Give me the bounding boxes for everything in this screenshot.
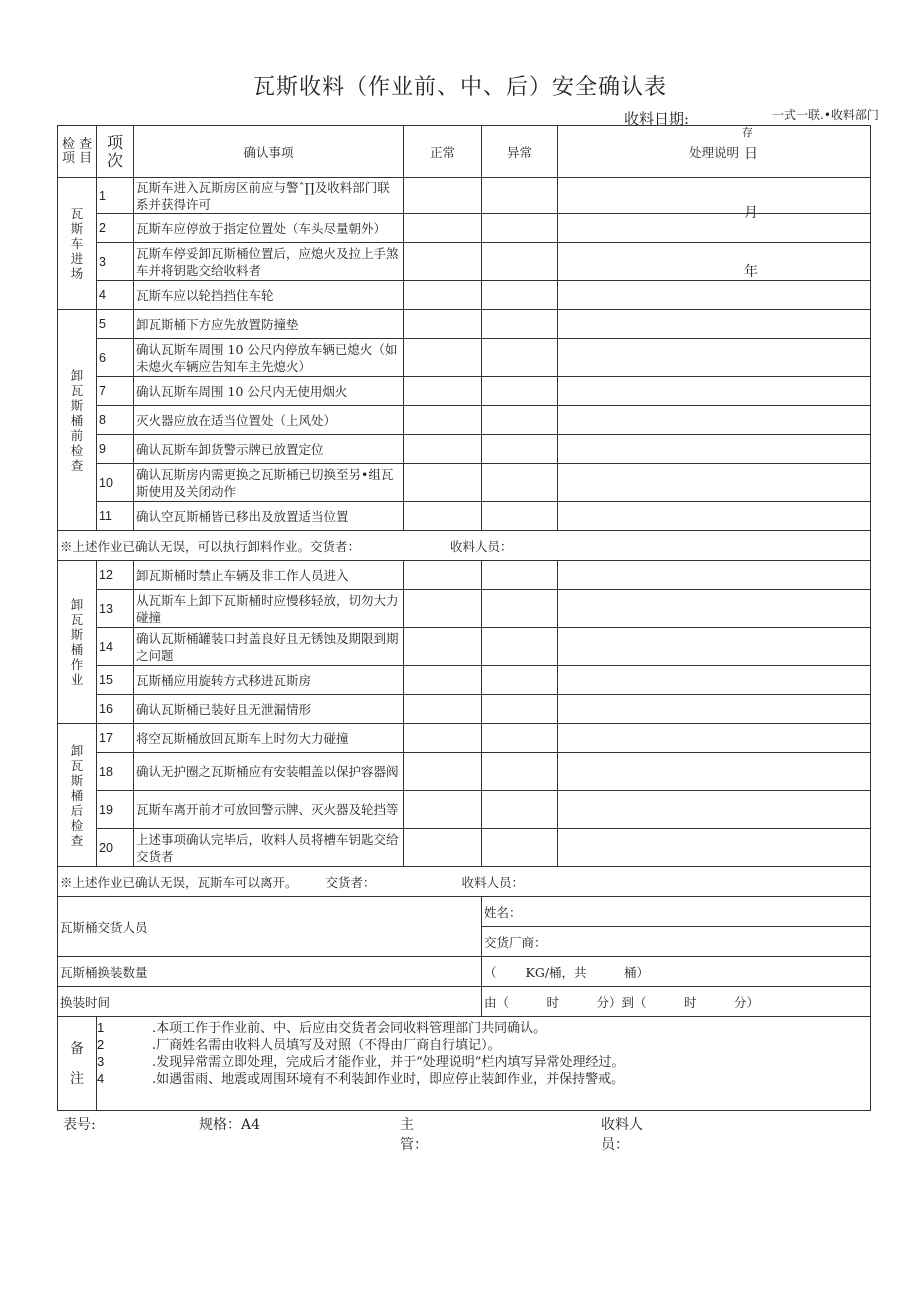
table-row <box>58 666 871 695</box>
item-text: 灭火器应放在适当位置处（上风处） <box>134 406 404 435</box>
item-no: 8 <box>97 406 134 435</box>
leave-confirm-note: ※上述作业已确认无误，瓦斯车可以离开。 交货者： 收料人员： <box>58 867 871 897</box>
item-text: 确认空瓦斯桶皆已移出及放置适当位置 <box>134 502 404 531</box>
normal-cell[interactable] <box>404 464 482 502</box>
group-label: 卸瓦斯桶后检查 <box>70 742 84 848</box>
remark-item: 2 .厂商姓名需由收料人员填写及对照（不得由厂商自行填记）。 <box>97 1037 501 1053</box>
item-text: 上述事项确认完毕后，收料人员将槽车钥匙交给交货者 <box>134 829 404 867</box>
abnormal-cell[interactable] <box>482 406 558 435</box>
remarks-cell[interactable] <box>558 435 871 464</box>
item-no: 4 <box>97 281 134 310</box>
abnormal-cell[interactable] <box>482 464 558 502</box>
normal-cell[interactable] <box>404 377 482 406</box>
remark-item: 3 .发现异常需立即处理，完成后才能作业，并于“处理说明”栏内填写异常处理经过。 <box>97 1054 625 1070</box>
item-text: 确认瓦斯车周围 10 公尺内无使用烟火 <box>134 377 404 406</box>
remarks-cell[interactable] <box>558 695 871 724</box>
item-text: 卸瓦斯桶下方应先放置防撞垫 <box>134 310 404 339</box>
abnormal-cell[interactable] <box>482 753 558 791</box>
remarks-cell[interactable] <box>558 464 871 502</box>
table-row <box>58 435 871 464</box>
remarks-cell[interactable] <box>558 666 871 695</box>
item-no: 18 <box>97 753 134 791</box>
date-label: 收料日期: <box>624 110 690 128</box>
normal-cell[interactable] <box>404 561 482 590</box>
normal-cell[interactable] <box>404 724 482 753</box>
normal-cell[interactable] <box>404 310 482 339</box>
table-row <box>58 339 871 377</box>
table-row <box>58 695 871 724</box>
remarks-cell[interactable] <box>558 339 871 377</box>
abnormal-cell[interactable] <box>482 502 558 531</box>
item-no: 10 <box>97 464 134 502</box>
normal-cell[interactable] <box>404 435 482 464</box>
item-no: 5 <box>97 310 134 339</box>
remarks-cell[interactable] <box>558 406 871 435</box>
abnormal-cell[interactable] <box>482 561 558 590</box>
confirmation-note-row <box>58 531 871 561</box>
table-row <box>58 406 871 435</box>
remarks-cell[interactable] <box>558 178 871 214</box>
corner-char-yue: 月 <box>744 205 758 221</box>
item-text: 瓦斯车应以轮挡挡住车轮 <box>134 281 404 310</box>
normal-cell[interactable] <box>404 243 482 281</box>
remarks-cell[interactable] <box>558 590 871 628</box>
abnormal-cell[interactable] <box>482 829 558 867</box>
quantity-field[interactable]: （ KG/桶，共 桶） <box>482 957 871 987</box>
normal-cell[interactable] <box>404 214 482 243</box>
delivery-person-row <box>58 897 871 927</box>
item-no: 12 <box>97 561 134 590</box>
abnormal-cell[interactable] <box>482 791 558 829</box>
normal-cell[interactable] <box>404 178 482 214</box>
header-confirm-item: 确认事项 <box>134 126 404 178</box>
table-row <box>58 753 871 791</box>
item-text: 确认无护圈之瓦斯桶应有安装帽盖以保护容器阀 <box>134 753 404 791</box>
receiver-label: 收料人 员： <box>601 1117 643 1153</box>
header-normal: 正常 <box>404 126 482 178</box>
remarks-cell[interactable] <box>558 791 871 829</box>
item-no: 9 <box>97 435 134 464</box>
item-no: 3 <box>97 243 134 281</box>
normal-cell[interactable] <box>404 753 482 791</box>
abnormal-cell[interactable] <box>482 310 558 339</box>
form-number-label: 表号: <box>63 1117 96 1133</box>
abnormal-cell[interactable] <box>482 435 558 464</box>
remarks-cell[interactable] <box>558 281 871 310</box>
abnormal-cell[interactable] <box>482 377 558 406</box>
quantity-label: 瓦斯桶换装数量 <box>58 957 482 987</box>
item-no: 6 <box>97 339 134 377</box>
copy-note: 一式一联.•收料部门 <box>772 108 879 122</box>
remarks-cell[interactable] <box>558 502 871 531</box>
normal-cell[interactable] <box>404 406 482 435</box>
remarks-cell[interactable] <box>558 724 871 753</box>
item-text: 将空瓦斯桶放回瓦斯车上时勿大力碰撞 <box>134 724 404 753</box>
item-text: 瓦斯车离开前才可放回警示牌、灭火器及轮挡等 <box>134 791 404 829</box>
table-row <box>58 561 871 590</box>
item-no: 19 <box>97 791 134 829</box>
abnormal-cell[interactable] <box>482 724 558 753</box>
normal-cell[interactable] <box>404 791 482 829</box>
page-title: 瓦斯收料（作业前、中、后）安全确认表 <box>252 75 667 100</box>
spec-label: 规格：A4 <box>199 1117 261 1133</box>
remarks-cell[interactable] <box>558 628 871 666</box>
item-no: 17 <box>97 724 134 753</box>
header-remarks: 处理说明 <box>558 126 871 178</box>
group-pre-unload-check <box>58 310 97 531</box>
normal-cell[interactable] <box>404 829 482 867</box>
corner-char-ri: 日 <box>744 146 758 162</box>
abnormal-cell[interactable] <box>482 628 558 666</box>
item-no: 7 <box>97 377 134 406</box>
quantity-row <box>58 957 871 987</box>
table-row <box>58 464 871 502</box>
header-check-item: 检 查 项 目 <box>58 126 97 178</box>
item-text: 瓦斯桶应用旋转方式移进瓦斯房 <box>134 666 404 695</box>
item-text: 瓦斯车进入瓦斯房区前应与警ˆ∏及收料部门联系并获得许可 <box>134 178 404 214</box>
table-row <box>58 724 871 753</box>
table-row <box>58 791 871 829</box>
table-row <box>58 590 871 628</box>
item-no: 15 <box>97 666 134 695</box>
time-row <box>58 987 871 1017</box>
table-row <box>58 377 871 406</box>
group-truck-entry <box>58 178 97 310</box>
item-no: 1 <box>97 178 134 214</box>
item-no: 2 <box>97 214 134 243</box>
table-row <box>58 829 871 867</box>
group-label: 瓦斯车进场 <box>70 206 84 281</box>
abnormal-cell[interactable] <box>482 178 558 214</box>
abnormal-cell[interactable] <box>482 666 558 695</box>
remark-item: 1 .本项工作于作业前、中、后应由交货者会同收料管理部门共同确认。 <box>97 1020 547 1036</box>
abnormal-cell[interactable] <box>482 281 558 310</box>
group-post-unload-check <box>58 724 97 867</box>
item-text: 确认瓦斯车周围 10 公尺内停放车辆已熄火（如未熄火车辆应告知车主先熄火） <box>134 339 404 377</box>
item-text: 确认瓦斯房内需更换之瓦斯桶已切换至另•组瓦斯使用及关闭动作 <box>134 464 404 502</box>
item-no: 11 <box>97 502 134 531</box>
table-row <box>58 628 871 666</box>
normal-cell[interactable] <box>404 695 482 724</box>
unload-confirm-note: ※上述作业已确认无误，可以执行卸料作业。交货者： 收料人员： <box>58 531 871 561</box>
abnormal-cell[interactable] <box>482 590 558 628</box>
table-row <box>58 310 871 339</box>
remarks-row <box>58 1017 871 1111</box>
normal-cell[interactable] <box>404 666 482 695</box>
normal-cell[interactable] <box>404 281 482 310</box>
item-no: 13 <box>97 590 134 628</box>
remarks-list <box>97 1017 871 1111</box>
header-abnormal: 异常 <box>482 126 558 178</box>
remarks-cell[interactable] <box>558 561 871 590</box>
normal-cell[interactable] <box>404 339 482 377</box>
header-seq: 项 次 <box>97 126 134 178</box>
table-row <box>58 281 871 310</box>
abnormal-cell[interactable] <box>482 695 558 724</box>
remarks-label: 备 注 <box>58 1017 97 1111</box>
normal-cell[interactable] <box>404 590 482 628</box>
corner-char-nian: 年 <box>744 264 758 280</box>
item-text: 确认瓦斯桶已装好且无泄漏情形 <box>134 695 404 724</box>
item-text: 瓦斯车停妥卸瓦斯桶位置后，应熄火及拉上手煞车并将钥匙交给收料者 <box>134 243 404 281</box>
delivery-person-label: 瓦斯桶交货人员 <box>58 897 482 957</box>
remarks-cell[interactable] <box>558 829 871 867</box>
corner-char-cun: 存 <box>742 126 753 139</box>
supervisor-label: 主 管： <box>400 1117 428 1153</box>
normal-cell[interactable] <box>404 502 482 531</box>
remarks-cell[interactable] <box>558 377 871 406</box>
time-field[interactable]: 由（ 时 分）到（ 时 分） <box>482 987 871 1017</box>
vendor-field[interactable]: 交货厂商： <box>482 927 871 957</box>
group-unload-operation <box>58 561 97 724</box>
normal-cell[interactable] <box>404 628 482 666</box>
remarks-cell[interactable] <box>558 753 871 791</box>
confirmation-note-row <box>58 867 871 897</box>
group-label: 卸瓦斯桶作业 <box>70 597 84 687</box>
item-text: 瓦斯车应停放于指定位置处（车头尽量朝外） <box>134 214 404 243</box>
item-no: 20 <box>97 829 134 867</box>
item-text: 从瓦斯车上卸下瓦斯桶时应慢移轻放，切勿大力碰撞 <box>134 590 404 628</box>
item-no: 14 <box>97 628 134 666</box>
remark-item: 4 .如遇雷雨、地震或周围环境有不利装卸作业时，即应停止装卸作业，并保持警戒。 <box>97 1071 625 1087</box>
item-text: 确认瓦斯桶罐装口封盖良好且无锈蚀及期限到期之问题 <box>134 628 404 666</box>
item-no: 16 <box>97 695 134 724</box>
abnormal-cell[interactable] <box>482 243 558 281</box>
item-text: 卸瓦斯桶时禁止车辆及非工作人员进入 <box>134 561 404 590</box>
remarks-cell[interactable] <box>558 243 871 281</box>
name-field[interactable]: 姓名： <box>482 897 871 927</box>
abnormal-cell[interactable] <box>482 339 558 377</box>
time-label: 换装时间 <box>58 987 482 1017</box>
item-text: 确认瓦斯车卸货警示牌已放置定位 <box>134 435 404 464</box>
remarks-cell[interactable] <box>558 310 871 339</box>
remarks-cell[interactable] <box>558 214 871 243</box>
abnormal-cell[interactable] <box>482 214 558 243</box>
table-row <box>58 502 871 531</box>
group-label: 卸瓦斯桶前检查 <box>70 367 84 473</box>
